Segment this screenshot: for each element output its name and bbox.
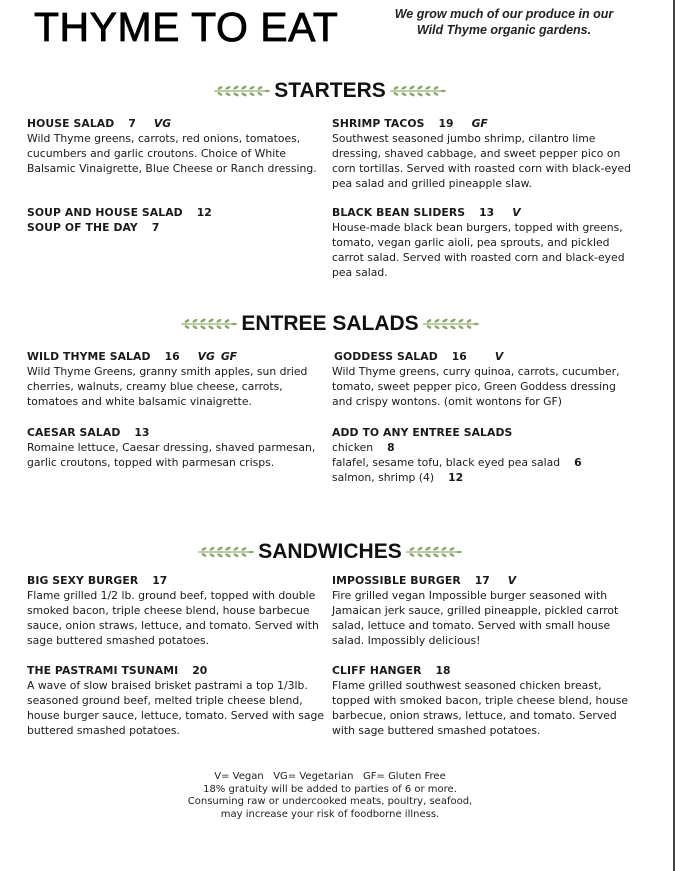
menu-item-big-sexy-burger: BIG SEXY BURGER 17 Flame grilled 1/2 lb. ground beef, topped with double smoked bacon, triple cheese blend, house barbecue sauce, onion straws, lettuce, and tomato. Served with sage buttered smashed potatoes. — [27, 573, 329, 648]
addon-row: salmon, shrimp (4) 12 — [332, 471, 464, 484]
item-description: Wild Thyme greens, carrots, red onions, tomatoes, cucumbers and garlic croutons. Choice of White Balsamic Vinaigrette, Blue Cheese or Ranch dressing. — [27, 132, 317, 175]
addon-row: chicken 8 — [332, 441, 395, 454]
item-description: Wild Thyme Greens, granny smith apples, sun dried cherries, walnuts, creamy blue cheese, carrots, tomatoes and white balsamic vinaigrette. — [27, 365, 308, 408]
menu-item-impossible-burger: IMPOSSIBLE BURGER 17 V Fire grilled vegan Impossible burger seasoned with Jamaican jerk sauce, grilled pineapple, pickled carrot salad, lettuce and tomato. Served with small house salad. Impossibly delicious! — [332, 573, 634, 648]
menu-item-cliff-hanger: CLIFF HANGER 18 Flame grilled southwest seasoned chicken breast, topped with smoked bacon, triple cheese blend, house barbecue, onion straws, lettuce, and tomato. Served with sage buttered smashed potatoes. — [332, 663, 634, 738]
right-sprig-icon — [388, 84, 448, 98]
entree-salads-header — [0, 312, 660, 336]
tagline — [388, 6, 620, 38]
item-description: Romaine lettuce, Caesar dressing, shaved parmesan, garlic croutons, topped with parmesan crisps. — [27, 441, 316, 469]
menu-item-black-bean-sliders: BLACK BEAN SLIDERS 13 V House-made black bean burgers, topped with greens, tomato, vegan garlic aioli, pea sprouts, and pickled carrot salad. Served with roasted corn and black-eyed pea salad. — [332, 205, 634, 280]
item-description: House-made black bean burgers, topped with greens, tomato, vegan garlic aioli, pea sprouts, and pickled carrot salad. Served with roasted corn and black-eyed pea salad. — [332, 221, 625, 279]
starters-title: STARTERS — [274, 79, 386, 102]
entree-addons — [332, 425, 634, 485]
menu-item-caesar-salad: CAESAR SALAD 13 Romaine lettuce, Caesar dressing, shaved parmesan, garlic croutons, topped with parmesan crisps. — [27, 425, 329, 470]
right-sprig-icon — [404, 545, 464, 559]
item-description: Southwest seasoned jumbo shrimp, cilantro lime dressing, shaved cabbage, and sweet pepper pico on corn tortillas. Served with roasted corn with black-eyed pea salad and grilled pineapple slaw. — [332, 132, 631, 190]
menu-item-soup: SOUP AND HOUSE SALAD 12 SOUP OF THE DAY 7 — [27, 206, 212, 234]
gratuity-note: 18% gratuity will be added to parties of 6 or more. — [203, 783, 457, 795]
menu-item-goddess-salad: GODDESS SALAD 16 V Wild Thyme greens, curry quinoa, carrots, cucumber, tomato, sweet pepper pico, Green Goddess dressing and crispy wontons. (omit wontons for GF) — [334, 349, 636, 409]
menu-item-wild-thyme-salad: WILD THYME SALAD 16 VG GF Wild Thyme Greens, granny smith apples, sun dried cherries, walnuts, creamy blue cheese, carrots, tomatoes and white balsamic vinaigrette. — [27, 349, 329, 409]
food-warning-1: Consuming raw or undercooked meats, poultry, seafood, — [187, 796, 473, 807]
footer-notes — [0, 771, 660, 821]
sandwiches-header — [0, 540, 660, 564]
left-sprig-icon — [179, 317, 239, 331]
menu-item-house-salad: HOUSE SALAD 7 VG Wild Thyme greens, carrots, red onions, tomatoes, cucumbers and garlic croutons. Choice of White Balsamic Vinaigrette, Blue Cheese or Ranch dressing. — [27, 116, 329, 176]
item-description: Wild Thyme greens, curry quinoa, carrots, cucumber, tomato, sweet pepper pico, Green Goddess dressing and crispy wontons. (omit wontons for GF) — [332, 365, 620, 408]
restaurant-title: THYME TO EAT — [34, 4, 339, 50]
item-description: Fire grilled vegan Impossible burger seasoned with Jamaican jerk sauce, grilled pineapple, pickled carrot salad, lettuce and tomato. Served with small house salad. Impossibly delicious! — [332, 589, 619, 647]
item-description: Flame grilled southwest seasoned chicken breast, topped with smoked bacon, triple cheese blend, house barbecue, onion straws, lettuce, and tomato. Served with sage buttered smashed potatoes. — [332, 679, 629, 737]
addons-title: ADD TO ANY ENTREE SALADS — [332, 426, 513, 439]
menu-item-pastrami-tsunami: THE PASTRAMI TSUNAMI 20 A wave of slow braised brisket pastrami a top 1/3lb. seasoned ground beef, melted triple cheese blend, house burger sauce, lettuce, tomato. Served with sage buttered smashed potatoes. — [27, 663, 329, 738]
left-sprig-icon — [212, 84, 272, 98]
diet-legend: V= Vegan VG= Vegetarian GF= Gluten Free — [214, 771, 446, 782]
sandwiches-title: SANDWICHES — [258, 540, 402, 563]
tagline-line-1: We grow much of our produce in our — [394, 7, 614, 21]
menu-item-shrimp-tacos: SHRIMP TACOS 19 GF Southwest seasoned jumbo shrimp, cilantro lime dressing, shaved cabbage, and sweet pepper pico on corn tortillas. Served with roasted corn with black-eyed pea salad and grilled pineapple slaw. — [332, 116, 634, 191]
tagline-line-2: Wild Thyme organic gardens. — [416, 23, 592, 37]
item-description: Flame grilled 1/2 lb. ground beef, topped with double smoked bacon, triple cheese blend, house barbecue sauce, onion straws, lettuce, and tomato. Served with sage buttered smashed potatoes. — [27, 589, 319, 647]
addon-row: falafel, sesame tofu, black eyed pea salad 6 — [332, 456, 582, 469]
food-warning-2: may increase your risk of foodborne illness. — [220, 808, 440, 820]
entree-salads-title: ENTREE SALADS — [241, 312, 419, 335]
starters-header — [0, 79, 660, 103]
right-sprig-icon — [421, 317, 481, 331]
left-sprig-icon — [196, 545, 256, 559]
item-description: A wave of slow braised brisket pastrami a top 1/3lb. seasoned ground beef, melted triple cheese blend, house burger sauce, lettuce, tomato. Served with sage buttered smashed potatoes. — [27, 679, 325, 737]
